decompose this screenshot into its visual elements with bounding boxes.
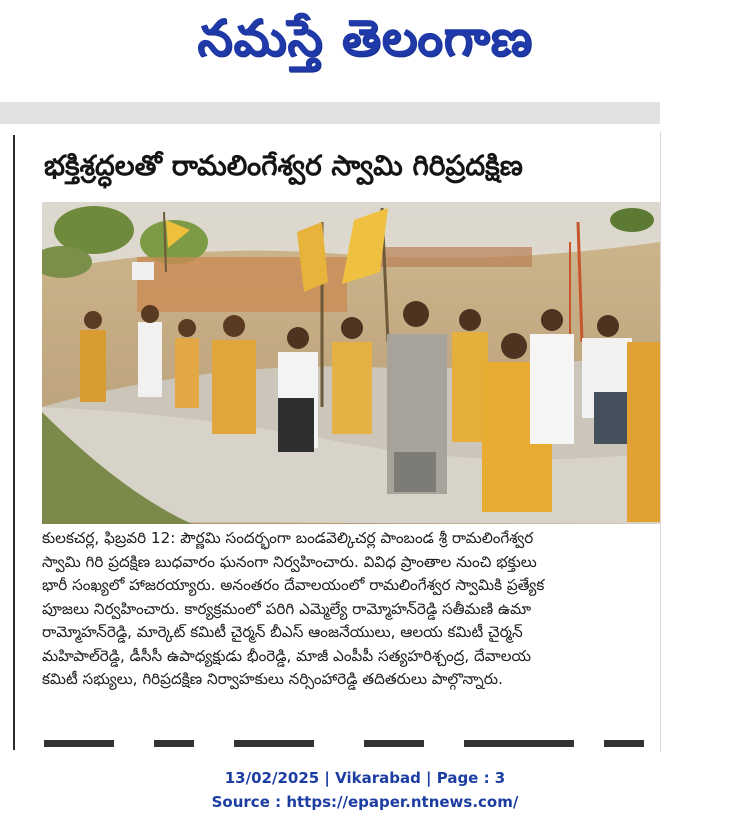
article-photo — [42, 202, 660, 524]
newspaper-logo: నమస్తే తెలంగాణ — [197, 9, 533, 67]
article-line: స్వామి గిరి ప్రదక్షిణ బుధవారం ఘనంగా నిర్వహించారు. వివిధ ప్రాంతాల నుంచి భక్తులు — [42, 552, 537, 571]
article-headline: భక్తిశ్రద్ధలతో రామలింగేశ్వర స్వామి గిరిప్రదక్షిణ — [44, 149, 523, 182]
article-line: కులకచర్ల, ఫిబ్రవరి 12: పౌర్ణమి సందర్భంగా బండవెల్కిచర్ల పాంబండ శ్రీ రామలింగేశ్వర — [42, 529, 534, 547]
article-line: భారీ సంఖ్యలో హాజరయ్యారు. అనంతరం దేవాలయంలో రామలింగేశ్వర స్వామికి ప్రత్యేక — [42, 576, 545, 594]
masthead — [0, 0, 730, 96]
source-link[interactable]: Source : https://epaper.ntnews.com/ — [211, 793, 519, 811]
page-footer — [0, 766, 730, 814]
article-line: కమిటీ సభ్యులు, గిరిప్రదక్షిణ నిర్వాహకులు నర్సింహారెడ్డి తదితరులు పాల్గొన్నారు. — [42, 670, 503, 688]
article-line: పూజలు నిర్వహించారు. కార్యక్రమంలో పరిగి ఎమ్మెల్యే రామ్మోహన్‌రెడ్డి సతీమణి ఉమా — [42, 599, 532, 618]
edition-date-line: 13/02/2025 | Vikarabad | Page : 3 — [224, 769, 506, 787]
article-body — [42, 527, 662, 692]
masthead-divider — [0, 102, 660, 124]
article-line: రామ్మోహన్‌రెడ్డి, మార్కెట్ కమిటీ చైర్మన్ బీఎస్ ఆంజనేయులు, ఆలయ కమిటీ చైర్మన్ — [42, 623, 523, 641]
next-article-cut-strip — [44, 734, 660, 750]
procession-photo-illustration — [42, 202, 660, 524]
article-line: మహిపాల్‌రెడ్డి, డీసీసీ ఉపాధ్యక్షుడు భీంరెడ్డి, మాజీ ఎంపీపీ సత్యహరిశ్చంద్ర, దేవాలయ — [42, 646, 531, 665]
column-rule-left — [13, 135, 15, 750]
